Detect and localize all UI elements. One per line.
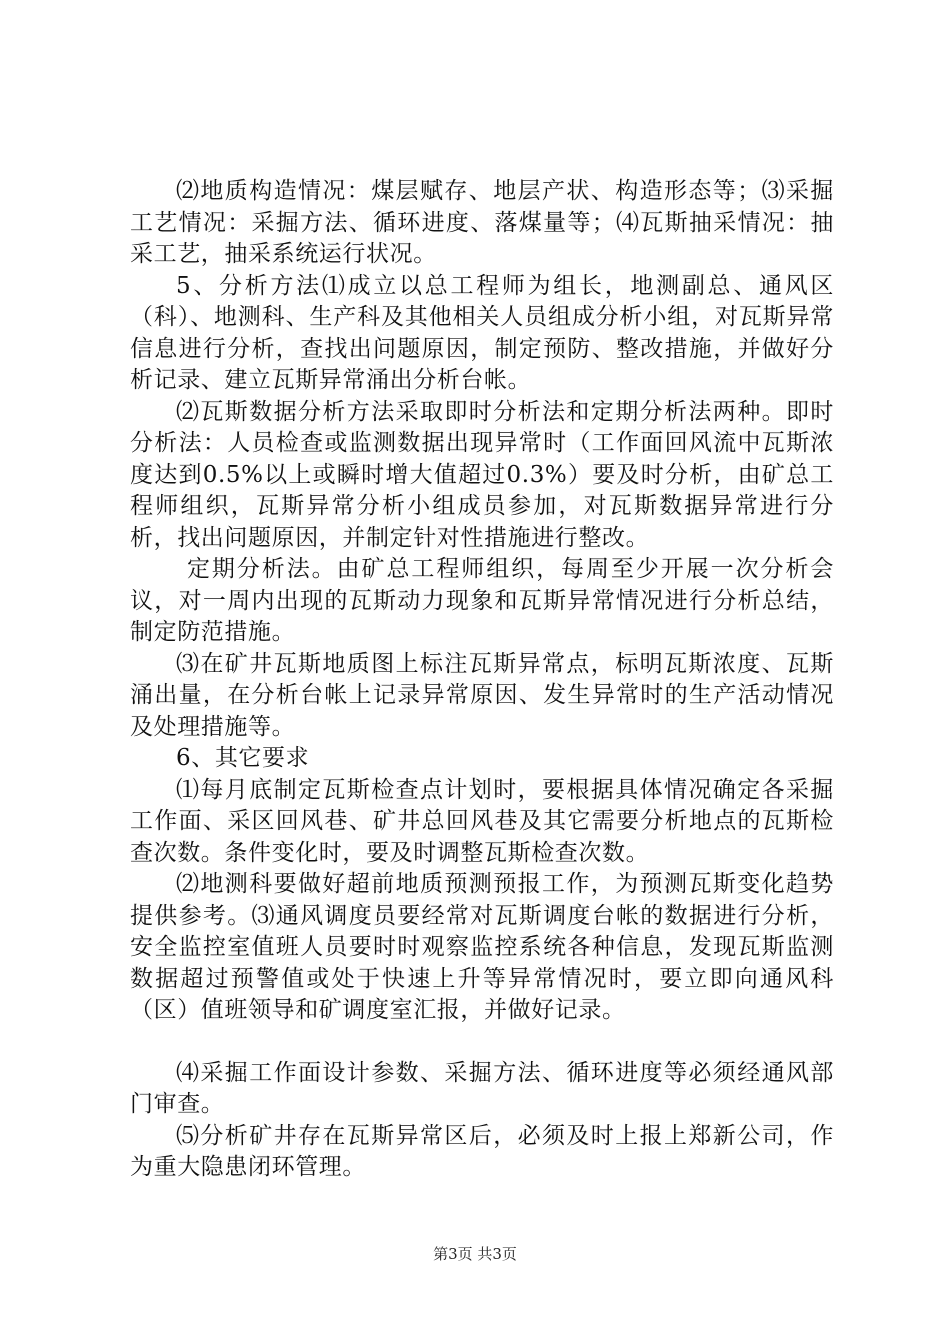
paragraph-design-review: ⑷采掘工作面设计参数、采掘方法、循环进度等必须经通风部门审查。 xyxy=(130,1059,834,1117)
document-body xyxy=(130,176,834,1184)
paragraph-gas-geology-map: ⑶在矿井瓦斯地质图上标注瓦斯异常点，标明瓦斯浓度、瓦斯涌出量，在分析台帐上记录异常原因、发生异常时的生产活动情况及处理措施等。 xyxy=(130,650,834,740)
paragraph-data-analysis: ⑵瓦斯数据分析方法采取即时分析法和定期分析法两种。即时分析法：人员检查或监测数据出现异常时（工作面回风流中瓦斯浓度达到0.5%以上或瞬时增大值超过0.3%）要及时分析，由矿总工程师组织，瓦斯异常分析小组成员参加，对瓦斯数据异常进行分析，找出问题原因，并制定针对性措施进行整改。 xyxy=(130,398,834,551)
section-heading-other-requirements: 6、其它要求 xyxy=(176,745,310,771)
paragraph-analysis-method: 5、分析方法⑴成立以总工程师为组长，地测副总、通风区（科）、地测科、生产科及其他相关人员组成分析小组，对瓦斯异常信息进行分析，查找出问题原因，制定预防、整改措施，并做好分析记录、建立瓦斯异常涌出分析台帐。 xyxy=(130,272,834,393)
paragraph-forecast-dispatch: ⑵地测科要做好超前地质预测预报工作，为预测瓦斯变化趋势提供参考。⑶通风调度员要经常对瓦斯调度台帐的数据进行分析，安全监控室值班人员要时时观察监控系统各种信息，发现瓦斯监测数据超过预警值或处于快速上升等异常情况时，要立即向通风科（区）值班领导和矿调度室汇报，并做好记录。 xyxy=(130,871,834,1023)
paragraph-monthly-plan: ⑴每月底制定瓦斯检查点计划时，要根据具体情况确定各采掘工作面、采区回风巷、矿井总回风巷及其它需要分析地点的瓦斯检查次数。条件变化时，要及时调整瓦斯检查次数。 xyxy=(130,776,834,866)
page-number-footer: 第3页 共3页 xyxy=(433,1245,517,1263)
paragraph-periodic-analysis: 定期分析法。由矿总工程师组织，每周至少开展一次分析会议，对一周内出现的瓦斯动力现象和瓦斯异常情况进行分析总结，制定防范措施。 xyxy=(130,556,834,645)
paragraph-geology-process: ⑵地质构造情况：煤层赋存、地层产状、构造形态等；⑶采掘工艺情况：采掘方法、循环进度、落煤量等；⑷瓦斯抽采情况：抽采工艺，抽采系统运行状况。 xyxy=(130,178,834,267)
paragraph-report-management: ⑸分析矿井存在瓦斯异常区后，必须及时上报上郑新公司，作为重大隐患闭环管理。 xyxy=(130,1122,834,1180)
